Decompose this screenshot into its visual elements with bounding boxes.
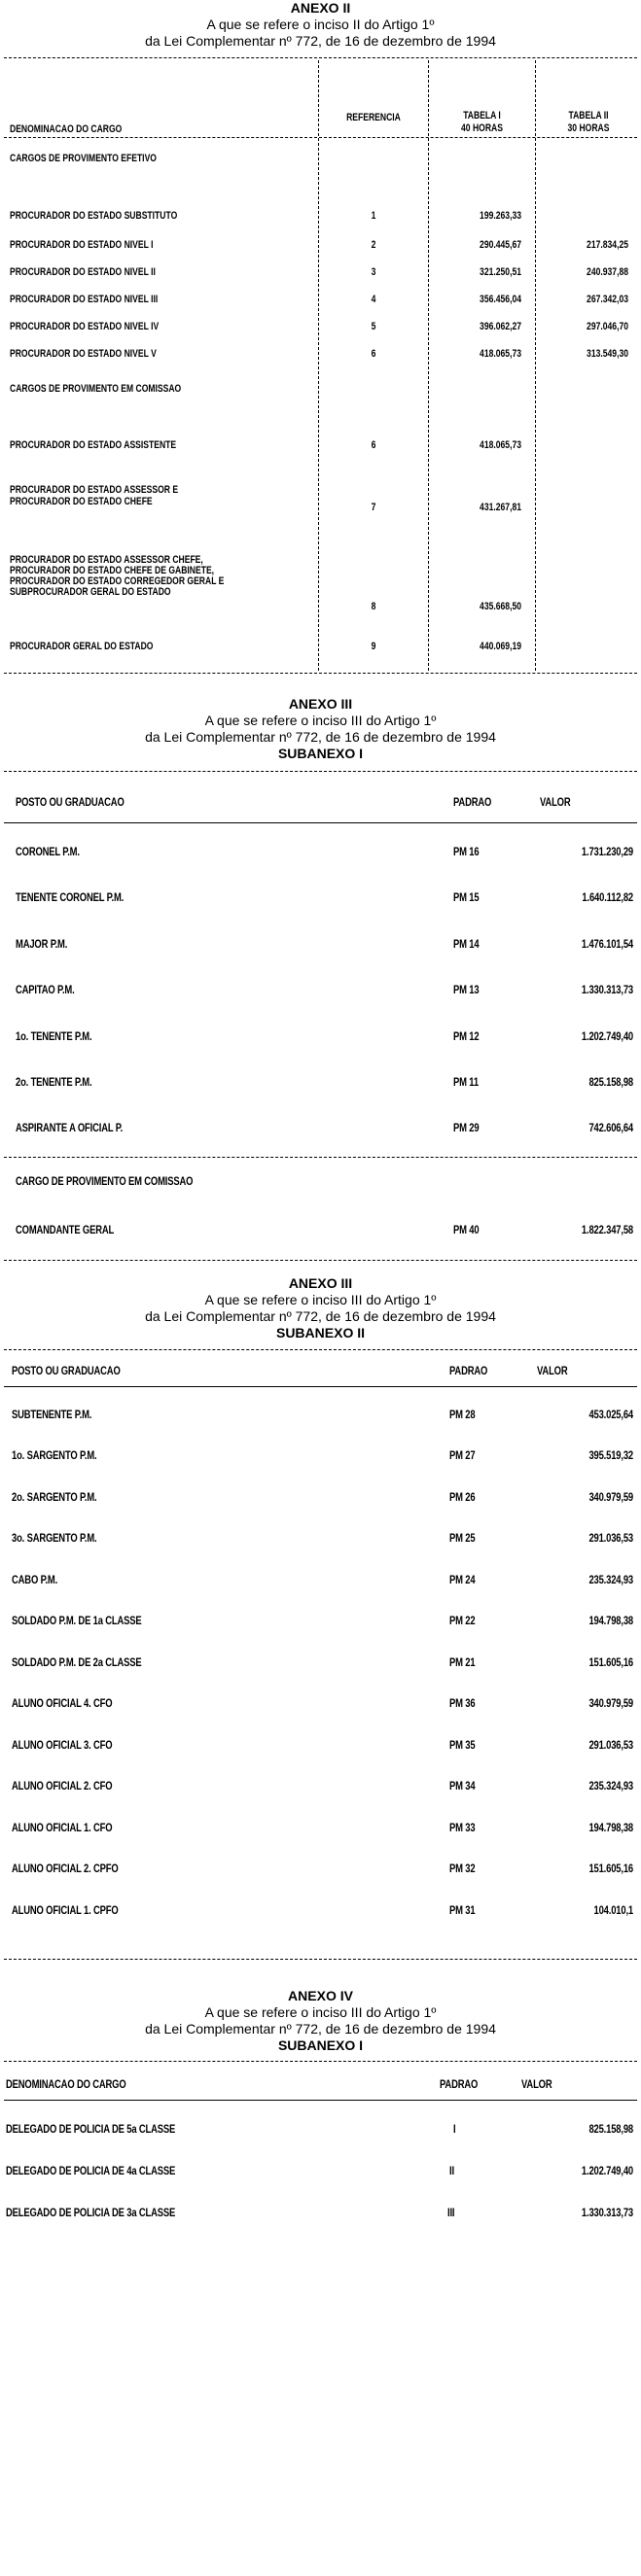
- row-padrao: PM 24: [449, 1575, 476, 1586]
- anexo3b-line1: A que se refere o inciso III do Artigo 1º: [204, 1292, 437, 1307]
- row-posto: SUBTENENTE P.M.: [12, 1410, 92, 1421]
- row-valor: 742.606,64: [588, 1123, 633, 1134]
- row-t2: 267.342,03: [587, 294, 628, 305]
- row-padrao: II: [449, 2166, 454, 2177]
- row-valor: 235.324,93: [588, 1575, 633, 1586]
- row-chefe-ref: 8: [371, 601, 376, 612]
- row-valor: 151.605,16: [588, 1657, 633, 1669]
- anexo3b-header-rule: [4, 1386, 637, 1387]
- anexo2-header-rule: [4, 137, 637, 138]
- row-cargo: PROCURADOR DO ESTADO NIVEL IV: [10, 321, 160, 332]
- anexo4-title: ANEXO IV: [288, 1988, 353, 2003]
- row-padrao: PM 31: [449, 1905, 476, 1917]
- row-valor: 235.324,93: [588, 1781, 633, 1793]
- row-valor: 291.036,53: [588, 1533, 633, 1545]
- anexo2-vline-3: [535, 60, 536, 671]
- row-t2: 297.046,70: [587, 321, 628, 332]
- row-valor: 1.330.313,73: [581, 2208, 633, 2219]
- row-assistente-cargo: PROCURADOR DO ESTADO ASSISTENTE: [10, 439, 177, 451]
- row-assessor-l1: PROCURADOR DO ESTADO ASSESSOR E: [10, 484, 179, 496]
- row-padrao: PM 36: [449, 1698, 476, 1710]
- row-valor: 194.798,38: [588, 1823, 633, 1834]
- row-valor: 340.979,59: [588, 1492, 633, 1504]
- row-posto: CORONEL P.M.: [16, 847, 80, 858]
- row-t1: 356.456,04: [480, 294, 521, 305]
- col-valor-header: VALOR: [537, 1366, 568, 1377]
- anexo3a-title: ANEXO III: [288, 696, 353, 712]
- anexo2-vline-1: [318, 60, 319, 671]
- row-ref: 2: [371, 239, 376, 251]
- row-comandante-padrao: PM 40: [453, 1225, 480, 1236]
- row-posto: ALUNO OFICIAL 2. CFO: [12, 1781, 113, 1793]
- row-chefe-t1: 435.668,50: [480, 601, 521, 612]
- row-valor: 395.519,32: [588, 1450, 633, 1462]
- anexo4-header: [0, 1988, 641, 2054]
- section-comissao-pm: CARGO DE PROVIMENTO EM COMISSAO: [16, 1176, 194, 1188]
- row-padrao: PM 12: [453, 1031, 480, 1043]
- row-ref: 4: [371, 294, 376, 305]
- row-padrao: PM 26: [449, 1492, 476, 1504]
- row-cargo: PROCURADOR DO ESTADO NIVEL III: [10, 294, 159, 305]
- row-chefe-l3: PROCURADOR DO ESTADO CORREGEDOR GERAL E: [10, 575, 225, 587]
- section-efetivo: CARGOS DE PROVIMENTO EFETIVO: [10, 153, 157, 164]
- anexo3a-header-rule: [4, 822, 637, 823]
- row-valor: 1.202.749,40: [581, 1031, 633, 1043]
- anexo4-sub: SUBANEXO I: [277, 2037, 364, 2053]
- row-posto: CAPITAO P.M.: [16, 985, 75, 996]
- anexo4-line2: da Lei Complementar nº 772, de 16 de dezembro de 1994: [145, 2021, 496, 2036]
- row-posto: MAJOR P.M.: [16, 939, 68, 951]
- anexo3b-line2: da Lei Complementar nº 772, de 16 de dezembro de 1994: [145, 1308, 496, 1324]
- col-padrao-header: PADRAO: [453, 797, 492, 809]
- row-cargo: DELEGADO DE POLICIA DE 3a CLASSE: [6, 2208, 176, 2219]
- row-t2: 313.549,30: [587, 348, 628, 360]
- col-padrao-header: PADRAO: [440, 2079, 479, 2091]
- col-posto-header: POSTO OU GRADUACAO: [16, 797, 125, 809]
- anexo3a-mid-rule: [4, 1157, 637, 1158]
- row-posto: ALUNO OFICIAL 3. CFO: [12, 1740, 113, 1752]
- row-posto: 2o. TENENTE P.M.: [16, 1077, 92, 1089]
- row-padrao: PM 11: [453, 1077, 479, 1089]
- row-padrao: PM 13: [453, 985, 480, 996]
- row-cargo: PROCURADOR DO ESTADO SUBSTITUTO: [10, 210, 178, 222]
- row-valor: 1.731.230,29: [581, 847, 633, 858]
- row-cargo: DELEGADO DE POLICIA DE 4a CLASSE: [6, 2166, 176, 2177]
- row-posto: ALUNO OFICIAL 1. CFO: [12, 1823, 113, 1834]
- anexo2-bottom-rule: [4, 673, 637, 674]
- col-valor-header: VALOR: [540, 797, 571, 809]
- row-t1: 321.250,51: [480, 266, 521, 278]
- col-posto-header: POSTO OU GRADUACAO: [12, 1366, 121, 1377]
- row-assistente-ref: 6: [371, 439, 376, 451]
- row-padrao: PM 34: [449, 1781, 476, 1793]
- anexo2-line1: A que se refere o inciso II do Artigo 1º: [206, 17, 435, 32]
- row-valor: 1.202.749,40: [581, 2166, 633, 2177]
- row-valor: 453.025,64: [588, 1410, 633, 1421]
- row-t1: 290.445,67: [480, 239, 521, 251]
- col-cargo-header: DENOMINACAO DO CARGO: [6, 2079, 126, 2091]
- row-posto: TENENTE CORONEL P.M.: [16, 892, 125, 904]
- row-posto: 2o. SARGENTO P.M.: [12, 1492, 97, 1504]
- row-assistente-t1: 418.065,73: [480, 439, 521, 451]
- row-padrao: PM 16: [453, 847, 480, 858]
- row-chefe-l4: SUBPROCURADOR GERAL DO ESTADO: [10, 586, 171, 598]
- row-ref: 3: [371, 266, 376, 278]
- col-t2-header-a: TABELA II: [568, 110, 609, 122]
- row-posto: CABO P.M.: [12, 1575, 58, 1586]
- row-cargo: PROCURADOR DO ESTADO NIVEL II: [10, 266, 156, 278]
- anexo3a-bottom-rule: [4, 1260, 637, 1261]
- anexo3a-line1: A que se refere o inciso III do Artigo 1º: [204, 713, 437, 728]
- row-padrao: PM 15: [453, 892, 480, 904]
- row-cargo: PROCURADOR DO ESTADO NIVEL V: [10, 348, 157, 360]
- row-assessor-t1: 431.267,81: [480, 502, 521, 513]
- col-t1-header-a: TABELA I: [463, 110, 501, 122]
- anexo3a-line2: da Lei Complementar nº 772, de 16 de dezembro de 1994: [145, 729, 496, 745]
- row-chefe-l2: PROCURADOR DO ESTADO CHEFE DE GABINETE,: [10, 565, 215, 576]
- row-posto: SOLDADO P.M. DE 2a CLASSE: [12, 1657, 142, 1669]
- row-padrao: PM 28: [449, 1410, 476, 1421]
- row-valor: 1.476.101,54: [581, 939, 633, 951]
- row-padrao: PM 21: [449, 1657, 476, 1669]
- row-valor: 825.158,98: [588, 1077, 633, 1089]
- row-chefe-l1: PROCURADOR DO ESTADO ASSESSOR CHEFE,: [10, 554, 203, 566]
- col-t1-header-b: 40 HORAS: [461, 122, 503, 134]
- row-valor: 194.798,38: [588, 1616, 633, 1627]
- row-padrao: PM 35: [449, 1740, 476, 1752]
- row-t2: 240.937,88: [587, 266, 628, 278]
- anexo2-vline-2: [428, 60, 429, 671]
- col-valor-header: VALOR: [521, 2079, 552, 2091]
- anexo4-header-rule: [4, 2100, 637, 2101]
- anexo4-line1: A que se refere o inciso III do Artigo 1º: [204, 2004, 437, 2020]
- row-geral-cargo: PROCURADOR GERAL DO ESTADO: [10, 641, 154, 652]
- row-ref: 1: [371, 210, 376, 222]
- row-ref: 6: [371, 348, 376, 360]
- col-padrao-header: PADRAO: [449, 1366, 488, 1377]
- row-padrao: I: [453, 2124, 456, 2136]
- row-posto: 1o. SARGENTO P.M.: [12, 1450, 97, 1462]
- anexo2-line2: da Lei Complementar nº 772, de 16 de dezembro de 1994: [145, 33, 496, 49]
- anexo3b-title: ANEXO III: [288, 1275, 353, 1291]
- section-comissao: CARGOS DE PROVIMENTO EM COMISSAO: [10, 383, 182, 395]
- col-cargo-header: DENOMINACAO DO CARGO: [10, 123, 123, 135]
- row-cargo: DELEGADO DE POLICIA DE 5a CLASSE: [6, 2124, 176, 2136]
- row-padrao: PM 25: [449, 1533, 476, 1545]
- anexo2-title: ANEXO II: [290, 0, 351, 16]
- row-posto: ALUNO OFICIAL 4. CFO: [12, 1698, 113, 1710]
- anexo4-top-rule: [4, 2061, 637, 2062]
- row-valor: 1.330.313,73: [581, 985, 633, 996]
- row-t1: 418.065,73: [480, 348, 521, 360]
- row-cargo: PROCURADOR DO ESTADO NIVEL I: [10, 239, 154, 251]
- anexo2-header: [0, 0, 641, 50]
- row-t1: 199.263,33: [480, 210, 521, 222]
- row-posto: SOLDADO P.M. DE 1a CLASSE: [12, 1616, 142, 1627]
- row-valor: 151.605,16: [588, 1863, 633, 1875]
- anexo3b-header: [0, 1275, 641, 1341]
- row-assessor-ref: 7: [371, 502, 376, 513]
- col-ref-header: REFERENCIA: [346, 112, 401, 123]
- col-t2-header-b: 30 HORAS: [567, 122, 610, 134]
- row-padrao: PM 27: [449, 1450, 476, 1462]
- anexo3b-bottom-rule: [4, 1959, 637, 1960]
- anexo3a-header: [0, 696, 641, 762]
- row-padrao: III: [447, 2208, 455, 2219]
- row-geral-t1: 440.069,19: [480, 641, 521, 652]
- row-padrao: PM 14: [453, 939, 480, 951]
- row-valor: 340.979,59: [588, 1698, 633, 1710]
- row-valor: 825.158,98: [588, 2124, 633, 2136]
- row-padrao: PM 32: [449, 1863, 476, 1875]
- row-comandante-valor: 1.822.347,58: [581, 1225, 633, 1236]
- row-posto: ALUNO OFICIAL 2. CPFO: [12, 1863, 119, 1875]
- anexo3b-top-rule: [4, 1349, 637, 1350]
- row-posto: ALUNO OFICIAL 1. CPFO: [12, 1905, 119, 1917]
- anexo2-top-rule: [4, 57, 637, 58]
- row-valor: 104.010,1: [593, 1905, 633, 1917]
- row-posto: 1o. TENENTE P.M.: [16, 1031, 92, 1043]
- row-t2: 217.834,25: [587, 239, 628, 251]
- row-ref: 5: [371, 321, 376, 332]
- anexo3b-sub: SUBANEXO II: [275, 1325, 365, 1340]
- row-posto: ASPIRANTE A OFICIAL P.: [16, 1123, 124, 1134]
- anexo3a-sub: SUBANEXO I: [277, 746, 364, 761]
- row-posto: 3o. SARGENTO P.M.: [12, 1533, 97, 1545]
- row-valor: 291.036,53: [588, 1740, 633, 1752]
- row-comandante-posto: COMANDANTE GERAL: [16, 1225, 115, 1236]
- row-padrao: PM 29: [453, 1123, 480, 1134]
- row-assessor-l2: PROCURADOR DO ESTADO CHEFE: [10, 496, 153, 507]
- row-padrao: PM 22: [449, 1616, 476, 1627]
- row-valor: 1.640.112,82: [582, 892, 633, 904]
- row-padrao: PM 33: [449, 1823, 476, 1834]
- row-t1: 396.062,27: [480, 321, 521, 332]
- row-geral-ref: 9: [371, 641, 376, 652]
- anexo3a-top-rule: [4, 771, 637, 772]
